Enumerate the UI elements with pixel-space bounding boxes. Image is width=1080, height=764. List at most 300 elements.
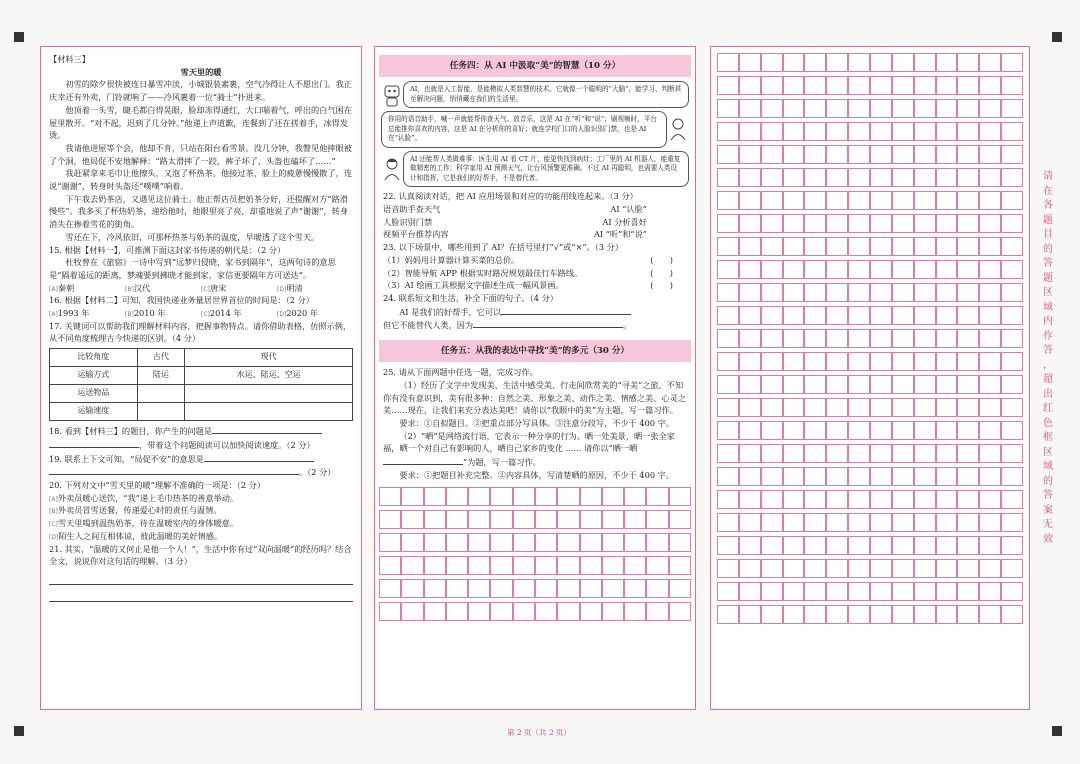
grid-cell[interactable] [892,283,914,302]
grid-cell[interactable] [490,556,512,575]
grid-cell[interactable] [717,329,739,348]
grid-cell[interactable] [1001,99,1023,118]
grid-cell[interactable] [424,510,446,529]
grid-cell[interactable] [761,536,783,555]
grid-cell[interactable] [979,513,1001,532]
grid-cell[interactable] [1001,168,1023,187]
grid-cell[interactable] [848,398,870,417]
grid-cell[interactable] [914,260,936,279]
grid-cell[interactable] [1001,398,1023,417]
grid-cell[interactable] [424,556,446,575]
grid-cell[interactable] [580,510,602,529]
grid-cell[interactable] [761,398,783,417]
option[interactable] [49,504,353,517]
grid-cell[interactable] [914,582,936,601]
grid-cell[interactable] [783,283,805,302]
grid-cell[interactable] [826,260,848,279]
grid-cell[interactable] [936,605,958,624]
grid-cell[interactable] [870,306,892,325]
grid-cell[interactable] [468,487,490,506]
grid-cell[interactable] [739,145,761,164]
grid-cell[interactable] [446,510,468,529]
grid-cell[interactable] [761,283,783,302]
grid-cell[interactable] [914,559,936,578]
grid-cell[interactable] [957,444,979,463]
grid-cell[interactable] [870,145,892,164]
writing-grid[interactable] [717,53,1023,628]
grid-cell[interactable] [914,329,936,348]
table-cell-answer[interactable] [137,385,185,403]
grid-cell[interactable] [717,214,739,233]
grid-cell[interactable] [936,513,958,532]
grid-cell[interactable] [870,490,892,509]
grid-cell[interactable] [957,421,979,440]
grid-cell[interactable] [979,168,1001,187]
grid-cell[interactable] [979,582,1001,601]
grid-cell[interactable] [624,533,646,552]
grid-cell[interactable] [892,168,914,187]
grid-cell[interactable] [602,487,624,506]
grid-cell[interactable] [1001,283,1023,302]
grid-cell[interactable] [826,283,848,302]
grid-cell[interactable] [624,579,646,598]
grid-cell[interactable] [870,398,892,417]
grid-cell[interactable] [446,487,468,506]
match-right[interactable]: AI “听”和“说” [593,229,647,240]
grid-cell[interactable] [1001,352,1023,371]
grid-cell[interactable] [848,99,870,118]
grid-cell[interactable] [957,76,979,95]
grid-cell[interactable] [804,398,826,417]
grid-cell[interactable] [804,421,826,440]
grid-cell[interactable] [957,214,979,233]
grid-cell[interactable] [580,579,602,598]
grid-cell[interactable] [957,559,979,578]
grid-cell[interactable] [957,605,979,624]
grid-cell[interactable] [826,536,848,555]
grid-cell[interactable] [848,559,870,578]
grid-cell[interactable] [848,260,870,279]
grid-cell[interactable] [892,398,914,417]
grid-cell[interactable] [848,168,870,187]
grid-cell[interactable] [914,145,936,164]
grid-cell[interactable] [804,122,826,141]
grid-cell[interactable] [936,421,958,440]
grid-cell[interactable] [717,306,739,325]
grid-cell[interactable] [979,467,1001,486]
grid-cell[interactable] [979,122,1001,141]
grid-cell[interactable] [446,533,468,552]
grid-cell[interactable] [783,260,805,279]
grid-cell[interactable] [936,375,958,394]
grid-cell[interactable] [892,513,914,532]
grid-cell[interactable] [979,76,1001,95]
grid-cell[interactable] [761,444,783,463]
grid-cell[interactable] [914,306,936,325]
grid-cell[interactable] [602,556,624,575]
grid-cell[interactable] [669,533,691,552]
grid-cell[interactable] [783,214,805,233]
grid-cell[interactable] [669,602,691,621]
grid-cell[interactable] [761,582,783,601]
grid-cell[interactable] [761,168,783,187]
answer-blank[interactable] [49,465,299,475]
grid-cell[interactable] [848,352,870,371]
grid-cell[interactable] [669,510,691,529]
grid-cell[interactable] [739,375,761,394]
match-right[interactable]: AI 分析喜好 [602,216,647,227]
grid-cell[interactable] [804,214,826,233]
grid-cell[interactable] [804,283,826,302]
grid-cell[interactable] [870,76,892,95]
grid-cell[interactable] [979,444,1001,463]
grid-cell[interactable] [717,53,739,72]
grid-cell[interactable] [957,467,979,486]
grid-cell[interactable] [957,168,979,187]
grid-cell[interactable] [717,237,739,256]
grid-cell[interactable] [848,53,870,72]
grid-cell[interactable] [870,168,892,187]
grid-cell[interactable] [557,579,579,598]
grid-cell[interactable] [826,513,848,532]
grid-cell[interactable] [914,99,936,118]
grid-cell[interactable] [848,306,870,325]
grid-cell[interactable] [761,99,783,118]
grid-cell[interactable] [979,559,1001,578]
option[interactable] [49,282,125,295]
answer-blank[interactable] [473,318,623,328]
grid-cell[interactable] [826,122,848,141]
grid-cell[interactable] [826,467,848,486]
answer-paren[interactable]: ( ) [650,280,673,291]
grid-cell[interactable] [826,605,848,624]
grid-cell[interactable] [557,533,579,552]
grid-cell[interactable] [783,329,805,348]
grid-cell[interactable] [535,510,557,529]
grid-cell[interactable] [936,444,958,463]
grid-cell[interactable] [739,329,761,348]
grid-cell[interactable] [783,306,805,325]
grid-cell[interactable] [936,329,958,348]
grid-cell[interactable] [957,260,979,279]
grid-cell[interactable] [717,191,739,210]
grid-cell[interactable] [826,398,848,417]
grid-cell[interactable] [761,237,783,256]
grid-cell[interactable] [739,122,761,141]
grid-cell[interactable] [580,533,602,552]
grid-cell[interactable] [1001,191,1023,210]
grid-cell[interactable] [602,579,624,598]
grid-cell[interactable] [804,99,826,118]
grid-cell[interactable] [761,490,783,509]
grid-cell[interactable] [761,513,783,532]
grid-cell[interactable] [1001,306,1023,325]
grid-cell[interactable] [804,536,826,555]
match-pair[interactable] [383,228,687,241]
grid-cell[interactable] [761,260,783,279]
grid-cell[interactable] [761,329,783,348]
grid-cell[interactable] [826,375,848,394]
grid-cell[interactable] [739,352,761,371]
grid-cell[interactable] [1001,237,1023,256]
grid-cell[interactable] [490,487,512,506]
grid-cell[interactable] [804,352,826,371]
grid-cell[interactable] [761,375,783,394]
grid-cell[interactable] [739,191,761,210]
table-cell-answer[interactable] [185,403,353,421]
option[interactable] [277,307,353,320]
table-cell-answer[interactable] [137,403,185,421]
grid-cell[interactable] [826,352,848,371]
grid-cell[interactable] [783,53,805,72]
grid-cell[interactable] [826,145,848,164]
grid-cell[interactable] [557,602,579,621]
grid-cell[interactable] [914,467,936,486]
grid-cell[interactable] [914,191,936,210]
grid-cell[interactable] [914,76,936,95]
grid-cell[interactable] [717,398,739,417]
grid-cell[interactable] [848,582,870,601]
grid-cell[interactable] [761,76,783,95]
grid-cell[interactable] [401,579,423,598]
grid-cell[interactable] [761,352,783,371]
grid-cell[interactable] [1001,260,1023,279]
grid-cell[interactable] [957,375,979,394]
grid-cell[interactable] [739,99,761,118]
grid-cell[interactable] [914,122,936,141]
answer-blank[interactable] [383,455,463,465]
grid-cell[interactable] [826,99,848,118]
grid-cell[interactable] [914,237,936,256]
grid-cell[interactable] [424,533,446,552]
grid-cell[interactable] [717,375,739,394]
grid-cell[interactable] [1001,145,1023,164]
grid-cell[interactable] [870,260,892,279]
grid-cell[interactable] [870,559,892,578]
match-right[interactable]: AI “认脸” [610,204,647,215]
grid-cell[interactable] [783,421,805,440]
grid-cell[interactable] [892,214,914,233]
grid-cell[interactable] [804,490,826,509]
grid-cell[interactable] [979,490,1001,509]
grid-cell[interactable] [914,536,936,555]
grid-cell[interactable] [936,145,958,164]
grid-cell[interactable] [557,556,579,575]
grid-cell[interactable] [804,237,826,256]
grid-cell[interactable] [424,487,446,506]
grid-cell[interactable] [892,490,914,509]
grid-cell[interactable] [646,556,668,575]
match-left[interactable]: 视频平台推荐内容 [383,229,449,240]
grid-cell[interactable] [602,602,624,621]
grid-cell[interactable] [424,579,446,598]
grid-cell[interactable] [979,99,1001,118]
grid-cell[interactable] [535,487,557,506]
grid-cell[interactable] [957,398,979,417]
grid-cell[interactable] [379,579,401,598]
grid-cell[interactable] [804,467,826,486]
grid-cell[interactable] [624,602,646,621]
grid-cell[interactable] [936,237,958,256]
grid-cell[interactable] [870,53,892,72]
grid-cell[interactable] [892,352,914,371]
grid-cell[interactable] [717,513,739,532]
grid-cell[interactable] [646,602,668,621]
grid-cell[interactable] [914,490,936,509]
grid-cell[interactable] [424,602,446,621]
grid-cell[interactable] [490,579,512,598]
grid-cell[interactable] [580,602,602,621]
grid-cell[interactable] [717,352,739,371]
grid-cell[interactable] [826,582,848,601]
option[interactable] [49,517,353,530]
grid-cell[interactable] [513,602,535,621]
grid-cell[interactable] [783,605,805,624]
grid-cell[interactable] [446,602,468,621]
grid-cell[interactable] [804,513,826,532]
grid-cell[interactable] [936,122,958,141]
grid-cell[interactable] [936,398,958,417]
grid-cell[interactable] [936,306,958,325]
grid-cell[interactable] [892,444,914,463]
grid-cell[interactable] [513,579,535,598]
grid-cell[interactable] [739,467,761,486]
grid-cell[interactable] [717,536,739,555]
grid-cell[interactable] [870,467,892,486]
grid-cell[interactable] [446,579,468,598]
grid-cell[interactable] [739,306,761,325]
grid-cell[interactable] [914,444,936,463]
grid-cell[interactable] [936,214,958,233]
grid-cell[interactable] [848,283,870,302]
grid-cell[interactable] [739,444,761,463]
grid-cell[interactable] [783,122,805,141]
writing-grid[interactable] [379,487,691,625]
grid-cell[interactable] [646,487,668,506]
grid-cell[interactable] [848,421,870,440]
grid-cell[interactable] [783,237,805,256]
match-left[interactable]: 语音助手查天气 [383,204,441,215]
grid-cell[interactable] [783,536,805,555]
grid-cell[interactable] [892,260,914,279]
answer-blank[interactable] [212,424,322,434]
grid-cell[interactable] [957,53,979,72]
grid-cell[interactable] [739,559,761,578]
grid-cell[interactable] [870,605,892,624]
grid-cell[interactable] [717,467,739,486]
grid-cell[interactable] [379,556,401,575]
grid-cell[interactable] [957,536,979,555]
grid-cell[interactable] [957,145,979,164]
grid-cell[interactable] [1001,122,1023,141]
grid-cell[interactable] [739,582,761,601]
grid-cell[interactable] [848,191,870,210]
grid-cell[interactable] [804,306,826,325]
grid-cell[interactable] [717,283,739,302]
grid-cell[interactable] [826,444,848,463]
grid-cell[interactable] [979,329,1001,348]
grid-cell[interactable] [761,53,783,72]
grid-cell[interactable] [602,533,624,552]
grid-cell[interactable] [717,99,739,118]
grid-cell[interactable] [783,467,805,486]
grid-cell[interactable] [468,556,490,575]
grid-cell[interactable] [826,559,848,578]
grid-cell[interactable] [513,556,535,575]
grid-cell[interactable] [717,559,739,578]
grid-cell[interactable] [892,76,914,95]
grid-cell[interactable] [739,76,761,95]
grid-cell[interactable] [535,533,557,552]
grid-cell[interactable] [804,191,826,210]
grid-cell[interactable] [717,122,739,141]
grid-cell[interactable] [892,582,914,601]
grid-cell[interactable] [979,375,1001,394]
grid-cell[interactable] [870,582,892,601]
grid-cell[interactable] [783,582,805,601]
grid-cell[interactable] [957,352,979,371]
grid-cell[interactable] [490,510,512,529]
table-cell-answer[interactable] [185,385,353,403]
grid-cell[interactable] [870,191,892,210]
grid-cell[interactable] [848,513,870,532]
grid-cell[interactable] [557,510,579,529]
grid-cell[interactable] [826,76,848,95]
grid-cell[interactable] [826,237,848,256]
grid-cell[interactable] [557,487,579,506]
grid-cell[interactable] [826,191,848,210]
match-left[interactable]: 人脸识别门禁 [383,216,433,227]
grid-cell[interactable] [669,487,691,506]
match-pair[interactable] [383,216,687,229]
grid-cell[interactable] [739,513,761,532]
grid-cell[interactable] [957,306,979,325]
grid-cell[interactable] [739,260,761,279]
grid-cell[interactable] [624,556,646,575]
grid-cell[interactable] [535,556,557,575]
grid-cell[interactable] [379,533,401,552]
grid-cell[interactable] [379,602,401,621]
grid-cell[interactable] [826,53,848,72]
grid-cell[interactable] [979,214,1001,233]
grid-cell[interactable] [717,490,739,509]
option[interactable] [49,307,125,320]
grid-cell[interactable] [580,487,602,506]
grid-cell[interactable] [870,283,892,302]
grid-cell[interactable] [739,605,761,624]
grid-cell[interactable] [848,375,870,394]
grid-cell[interactable] [870,536,892,555]
grid-cell[interactable] [804,375,826,394]
grid-cell[interactable] [892,375,914,394]
grid-cell[interactable] [804,168,826,187]
grid-cell[interactable] [1001,536,1023,555]
answer-line[interactable] [49,588,353,602]
grid-cell[interactable] [783,191,805,210]
grid-cell[interactable] [804,53,826,72]
grid-cell[interactable] [401,602,423,621]
grid-cell[interactable] [936,283,958,302]
grid-cell[interactable] [646,579,668,598]
grid-cell[interactable] [1001,582,1023,601]
grid-cell[interactable] [1001,421,1023,440]
grid-cell[interactable] [892,191,914,210]
grid-cell[interactable] [870,214,892,233]
grid-cell[interactable] [1001,53,1023,72]
grid-cell[interactable] [936,99,958,118]
grid-cell[interactable] [957,237,979,256]
grid-cell[interactable] [761,306,783,325]
